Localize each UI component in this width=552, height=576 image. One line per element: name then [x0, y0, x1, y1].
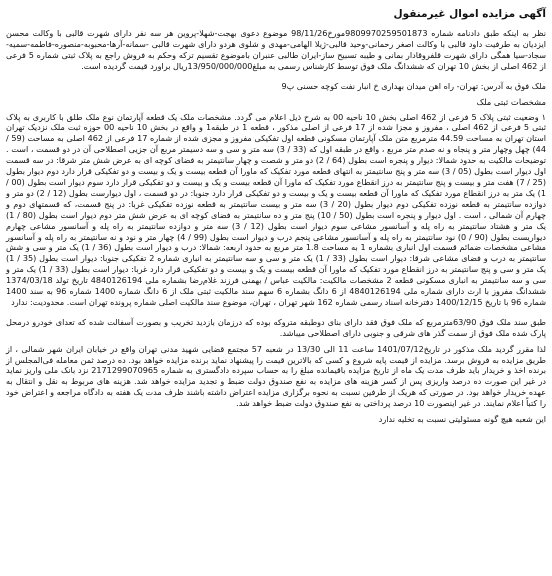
registration-specs-heading: مشخصات ثبتی ملک: [476, 96, 546, 107]
intro-paragraph: نظر به اینکه طبق دادنامه شماره 9809970259501873مورخ98/11/26 موضوع دعوی بهجت-شهلا-پروین هر سه نفر دارای شهرت قالبی با وکالت محسن ایزدیان به طرفیت داود قالبی با وکالت اصغر رحمانی-وحید قالبی-ژیلا الهامی-مهدی و شلوی هردو دارای شهرت قالبی -سمانه-آرها-محبوبه-منصوره-فاطمه-سمیه-سجاد-سیا همگی دارای شهرت قلفروقادار بمانی و طیبه تسبیح ساز-ایران طالبی عنبران باموضوع تقسیم ترکه وحکم به فروش راجع به پلاک ثبتی شماره 5 فرعی از 462 اصلی از بخش 10 تهران که ششدانگ ملک فوق توسط کارشناس رسمی به مبلغ13/950/000/000ریال براورد قیمت گردیده است.: [6, 28, 547, 71]
auction-terms-paragraph: لذا مقرر گردید ملک مذکور در تاریخ1401/07/12 ساعت 11 الی 13/30 در شعبه 57 مجتمع قضایی شهید مدنی تهران واقع در خیابان ایران شهر شمالی ، از طریق مزایده به فروش برسد. مزایده از قیمت پایه شروع و کسی که بالاترین قیمت را پیشنهاد نماید برنده مزایده خواهد بود. ده درصد ثمن معامله فی‌المجلس از برنده اخذ و خریدار باید ظرف مدت یک ماه از تاریخ مزایده باقیمانده مبلغ را به حساب سپرده دادگستری به شماره 2171299070965 نزد بانک ملی واریز نماید در غیر این صورت ده درصد واریزی پس از کسر هزینه های مزایده به نفع صندوق دولت ضبط و تجدید مزایده خواهد شد. هزینه های مربوط به نقل و انتقال به عهده خریدار خواهد بود. در صورتی که هریک از طرفین نسبت به نحوه برگزاری مزایده اعتراض داشته باشند ظرف مدت یک هفته به دادگاه مراجعه و اعتراض خود را کتباً اعلام نمایند. در غیر اینصورت 10 درصد پرداختی به نفع صندوق دولت ضبط خواهد شد.: [6, 343, 547, 409]
notice-title: آگهی مزایده اموال غیرمنقول: [393, 8, 546, 20]
property-description-paragraph: طبق سند ملک فوق 63/90مترمربع که ملک فوق فقد دارای بنای دوطبقه متروکه بوده که درزمان بازدید تخریب و بصورت آسفالت شده که تعدای خودرو درمحل پارک شده ملک فوق از سمت گذر های شرقی و جنوبی دارای اصطلاحی میباشد.: [6, 316, 546, 338]
eviction-disclaimer: این شعبه هیچ گونه مسئولیتی نسبت به تخلیه ندارد: [378, 414, 546, 425]
registration-specs-paragraph: ۱ وضعیت ثبتی پلاک 5 فرعی از 462 اصلی بخش 10 ناحیه 00 به شرح ذیل اعلام می گردد. مشخصات ملک یک قطعه آپارتمان نوع ملک طلق با کاربری به پلاک ثبتی 5 فرعی از 462 اصلی ، مفروز و مجزا شده از 17 فرعی از اصلی مذکور ، قطعه 1 در طبقه1 و واقع در بخش 10 ناحیه 00 حوزه ثبت ملک نزدیک تهران استان تهران به مساحت 44.59 مترمربع متن ملک آپارتمان مسکونی قطعه اول تفکیکی مفروز و مجزی شده از شماره 17 فرعی از 462 اصلی به مساحت (59 / 44) چهل وچهار متر و پنجاه و نه صدم متر مربع ، واقع در طبقه اول که (33 / 3) سه متر و سی و سه دسیمتر مربع آن جزیی اصطلاحی آن در دو قسمت ، است . توضیحات مالکیت به حدود شمالا: دیوار و پنجره است بطول (64 / 2) دو متر و شصت و چهار سانتیمتر به فضای کوچه ای به عرض شش متر شرقا: در سه قسمت اول دیوار است بطول (05 / 3) سه متر و پنج سانتیمتر به انتهای قطعه مورد تفکیک که ماورا آن قطعه بیست و یک و بیست و دو تفکیکی قرار دارد دوم دیوار بطول (25 / 7) هفت متر و بیست و پنج سانتیمتر به درز انقطاع مورد تفکیک که ماورا آن قطعه بیست و یک و بیست و دو تفکیکی قرار دارد سوم دیوار است بطول (00 / 1) یک متر به درز انقطاع مورد تفکیک که ماورا آن قطعه بیست و یک و بیست و دو تفکیکی قرار دارد جنوبا: در دو قسمت ، اول دیوارست بطول (12 / 2) دو متر و دوازده سانتیمتر به قطعه نوزده تفکیکی دوم دیوار بطول (20 / 3) سه متر و بیست سانتیمتر به قطعه نوزده تفکیکی غربا: در پنج قسمت، که قسمتهای دوم و چهارم آن شمالی ، است . اول دیوار و پنجره است بطول (50 / 10) پنج متر و ده سانتیمتر به فضای کوچه ای به عرض شش متر دوم دیوار است بطول (80 / 1) یک متر و هشتاد سانتیمتر به راه پله و آسانسور مشاعی سوم دیوار است بطول (12 / 3) سه متر و دوازده سانتیمتر به راه پله و آسانسور مشاعی چهارم دیواریست بطول (90 / 0) نود سانتیمتر به راه پله و آسانسور مشاعی پنجم درب و دیوار است بطول (99 / 4) چهار متر و نود و نه سانتیمتر به راه پله و آسانسور مشاعی مشخصات ضمائم قسمت اول انباری بشماره 1 به مساحت 1.8 متر مربع به حدود اربعه: شمالا: درب و دیوار است بطول (36 / 1) یک متر و سی و شش سانتیمتر به درب و فضای مشاعی شرقا: دیوار است بطول (33 / 1) یک متر و سی و سه سانتیمتر به انباری شماره 2 تفکیکی جنوبا: دیوار است بطول (35 / 1) یک متر و سی و پنج سانتیمتر به درز انقطاع مورد تفکیک که ماورا آن قطعه بیست و یک و بیست و دو تفکیکی قرار دارد غربا: دیوار است بطول (33 / 1) یک متر و سی و سه سانتیمتر به انباری مسکونی قطعه 2 مشخصات مالکیت: مالکیت عباس / بهمنی فرزند غلام‌رضا بشماره ملی 4840126194 تاریخ تولد 1374/03/18 ششدانگ مفروز با ارث دارای شماره ملی 4840126194 از 6 دانگ بشماره 6 سهم سند مالکیت ثبتی ملک از 6 دانگ شماره 1400 شماره 96 به سند 1400 شماره 96 با تاریخ 1400/12/15 دفترخانه اسناد رسمی شماره 162 شهر تهران ، تهران، موضوع سند مالکیت اصلی شماره پرونده تهران است. محدودیت: ندارد: [6, 111, 547, 307]
property-address: ملک فوق به آدرس: تهران- راه اهن میدان بهداری خ انبار نفت کوچه حسنی پ9: [281, 80, 546, 91]
